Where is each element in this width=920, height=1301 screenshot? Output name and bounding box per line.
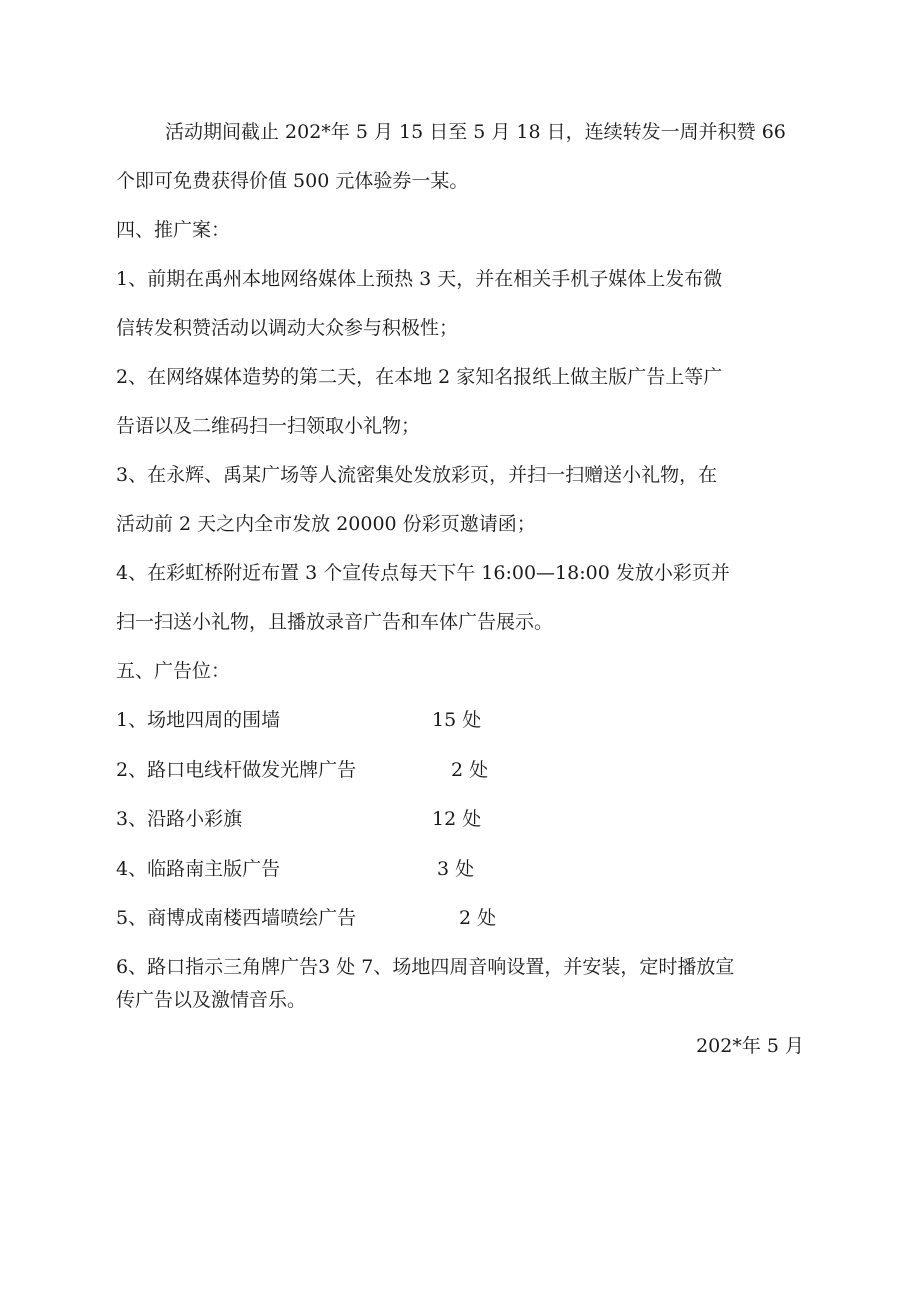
ad-spot-label: 4、临路南主版广告 [116, 858, 281, 880]
ad-spot-count: 12 处 [432, 808, 482, 830]
ad-spot-count: 2 处 [451, 759, 489, 781]
promotion-item-1-line-2: 信转发积赞活动以调动大众参与积极性； [116, 317, 459, 339]
section-5-heading: 五、广告位： [116, 660, 231, 682]
intro-paragraph-line-1: 活动期间截止 202*年 5 月 15 日至 5 月 18 日，连续转发一周并积赞 66 [165, 121, 786, 143]
promotion-item-1-line-1: 1、前期在禹州本地网络媒体上预热 3 天，并在相关手机子媒体上发布微 [116, 268, 723, 290]
section-4-heading: 四、推广案： [116, 219, 231, 241]
ad-spot-item-6-line-2: 传广告以及激情音乐。 [116, 989, 307, 1011]
ad-spot-count: 2 处 [459, 907, 497, 929]
promotion-item-3-line-1: 3、在永辉、禹某广场等人流密集处发放彩页，并扫一扫赠送小礼物，在 [116, 464, 718, 486]
ad-spot-label: 2、路口电线杆做发光牌广告 [116, 759, 357, 781]
ad-spot-count: 15 处 [432, 709, 482, 731]
ad-spot-item-6-line-1: 6、路口指示三角牌广告3 处 7、场地四周音响设置，并安装，定时播放宣 [116, 956, 735, 978]
ad-spot-count: 3 处 [437, 858, 475, 880]
promotion-item-4-line-2: 扫一扫送小礼物，且播放录音广告和车体广告展示。 [116, 611, 554, 633]
promotion-item-2-line-2: 告语以及二维码扫一扫领取小礼物； [116, 415, 421, 437]
promotion-item-2-line-1: 2、在网络媒体造势的第二天，在本地 2 家知名报纸上做主版广告上等广 [116, 366, 723, 388]
promotion-item-3-line-2: 活动前 2 天之内全市发放 20000 份彩页邀请函； [116, 513, 536, 535]
ad-spot-label: 5、商博成南楼西墙喷绘广告 [116, 907, 357, 929]
promotion-item-4-line-1: 4、在彩虹桥附近布置 3 个宣传点每天下午 16:00—18:00 发放小彩页并 [116, 562, 730, 584]
document-date: 202*年 5 月 [696, 1035, 804, 1057]
ad-spot-label: 1、场地四周的围墙 [116, 709, 281, 731]
ad-spot-label: 3、沿路小彩旗 [116, 808, 243, 830]
intro-paragraph-line-2: 个即可免费获得价值 500 元体验券一某。 [116, 170, 469, 192]
